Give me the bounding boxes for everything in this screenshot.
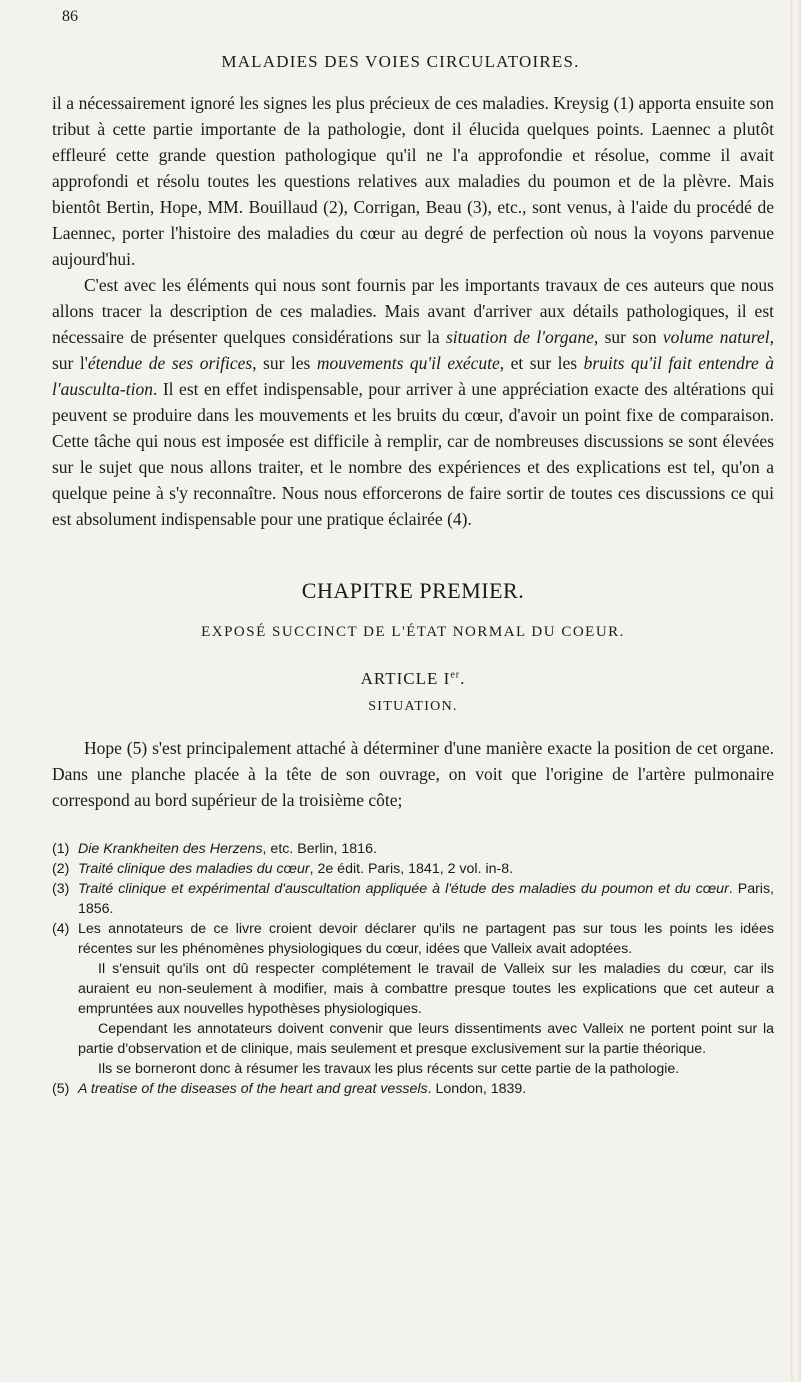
footnote-number: (5) (52, 1081, 70, 1097)
footnote-4-para-2: Il s'ensuit qu'ils ont dû respecter complétement le travail de Valleix sur les maladies du cœur, car ils auraient eu non-seulement à modifier, mais à combattre presque toutes les explications que cet auteur a empruntées aux nouvelles hypothèses physiologiques. (78, 961, 774, 1017)
footnote-text: , 2e édit. Paris, 1841, 2 vol. in-8. (309, 861, 514, 877)
footnotes (52, 839, 774, 1099)
situation-paragraph: Hope (5) s'est principalement attaché à déterminer d'une manière exacte la position de cet organe. Dans une planche placée à la tête de son ouvrage, on voit que l'origine de l'artère pulmonaire correspond au bord supérieur de la troisième côte; (52, 738, 774, 810)
footnote-title: Traité clinique des maladies du cœur (78, 861, 310, 877)
footnote-4-para-4: Ils se borneront donc à résumer les travaux les plus récents sur cette partie de la pathologie. (98, 1061, 680, 1077)
footnote-number: (1) (52, 841, 70, 857)
intro-paragraph-1: il a nécessairement ignoré les signes les plus précieux de ces maladies. Kreysig (1) apporta ensuite son tribut à cette partie importante de la pathologie, dont il élucida quelques points. Laennec a plutôt effleuré cette grande question pathologique qu'il ne l'a approfondie et résolue, comme il avait approfondi et résolu toutes les questions relatives aux maladies du poumon et de la plèvre. Mais bientôt Bertin, Hope, MM. Bouillaud (2), Corrigan, Beau (3), etc., sont venus, à l'aide du procédé de Laennec, porter l'histoire des maladies du cœur au degré de perfection où nous la voyons parvenue aujourd'hui. (52, 93, 774, 269)
footnote-title: A treatise of the diseases of the heart and great vessels (78, 1081, 428, 1097)
chapter-subtitle: EXPOSÉ SUCCINCT DE L'ÉTAT NORMAL DU COEUR. (201, 624, 625, 640)
section-heading: SITUATION. (368, 699, 458, 714)
term-volume: volume naturel (662, 327, 770, 347)
footnote-3 (52, 879, 774, 919)
footnote-text: , etc. Berlin, 1816. (262, 841, 377, 857)
term-bruits: bruits qu'il fait entendre à l'ausculta- (52, 353, 775, 399)
footnote-2 (52, 859, 774, 879)
running-head: MALADIES DES VOIES CIRCULATOIRES. (221, 52, 580, 71)
footnote-text: . London, 1839. (427, 1081, 527, 1097)
footnote-number: (3) (52, 881, 70, 897)
footnote-4-para-3: Cependant les annotateurs doivent convenir que leurs dissentiments avec Valleix ne portent point sur la partie d'observation et de clinique, mais seulement et presque exclusivement sur la partie théorique. (78, 1021, 774, 1057)
footnote-1 (52, 839, 774, 859)
footnote-5 (52, 1079, 774, 1099)
footnote-title: Die Krankheiten des Herzens (78, 841, 263, 857)
page-number: 86 (62, 8, 78, 25)
term-situation: situation de l'organe (445, 327, 594, 347)
chapter-title: CHAPITRE PREMIER. (301, 578, 525, 603)
article-ordinal: er (450, 669, 461, 681)
intro-paragraph-2: C'est avec les éléments qui nous sont fournis par les importants travaux de ces auteurs que nous allons tracer la description de ces maladies. Mais avant d'arriver aux détails pathologiques, il est nécessaire de présenter quelques considérations sur la situation de l'organe, sur son volume naturel, sur l'étendue de ses orifices, sur les mouvements qu'il exécute, et sur les bruits qu'il fait entendre à l'ausculta-tion. Il est en effet indispensable, pour arriver à une appréciation exacte des altérations qui peuvent se produire dans les mouvements et les bruits du cœur, d'avoir un point fixe de comparaison. Cette tâche qui nous est imposée est difficile à remplir, car de nombreuses discussions se sont élevées sur le sujet que nous allons traiter, et le nombre des expériences et des explications est tel, qu'on a quelque peine à s'y reconnaître. Nous nous efforcerons de faire sortir de toutes ces discussions ce qui est absolument indispensable pour une pratique éclairée (4). (52, 275, 775, 529)
article-label: ARTICLE I (360, 669, 451, 688)
footnote-number: (4) (52, 921, 70, 937)
footnote-number: (2) (52, 861, 70, 877)
footnote-text: . Paris, 1856. (78, 881, 774, 917)
page-body (52, 90, 774, 1099)
page-edge (791, 0, 801, 1382)
term-orifices: étendue de ses orifices (87, 353, 253, 373)
footnote-text: Les annotateurs de ce livre croient devoir déclarer qu'ils ne partagent pas sur tous les points les idées récentes sur les phénomènes physiologiques du cœur, idées que Valleix avait adoptées. (78, 921, 774, 957)
term-mouvements: mouvements qu'il exécute (316, 353, 500, 373)
article-heading: ARTICLE Ier. (360, 669, 466, 688)
footnote-title: Traité clinique et expérimental d'auscultation appliquée à l'étude des maladies du poumon et du cœur (78, 881, 729, 897)
footnote-4 (52, 919, 774, 959)
